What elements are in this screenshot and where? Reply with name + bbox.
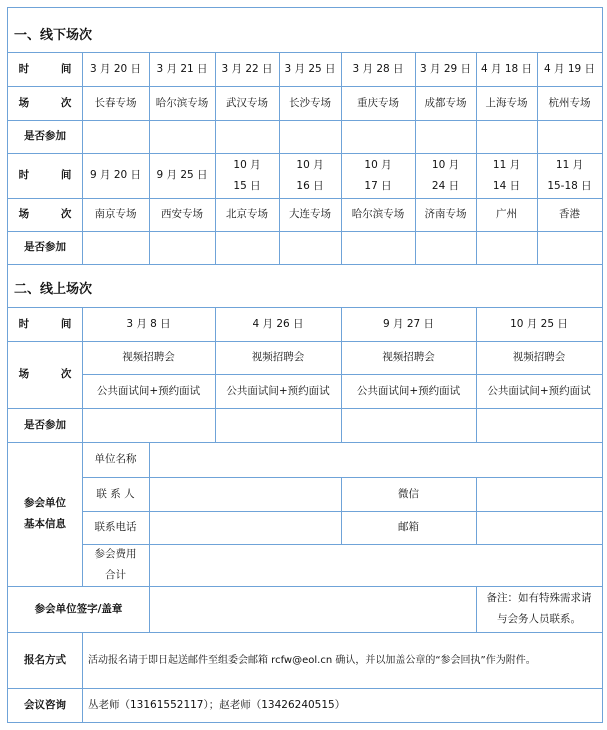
unit-name-label: 单位名称 [94, 453, 137, 465]
online-session-label: 场 次 [18, 368, 86, 380]
offline-venue-cell: 香港 [559, 208, 580, 220]
attend-cell[interactable] [215, 408, 341, 442]
offline-date-cell: 3 月 29 日 [419, 62, 472, 75]
offline-date-cell: 3 月 28 日 [352, 62, 404, 75]
wechat-field[interactable] [476, 477, 602, 511]
offline-time-label-1: 时 间 [18, 62, 86, 75]
offline-venue-cell: 成都专场 [424, 96, 467, 109]
attend-cell[interactable] [149, 120, 215, 153]
offline-venue-cell: 北京专场 [226, 208, 268, 220]
contact-field[interactable] [149, 477, 341, 511]
offline-date-cell: 9 月 20 日 [89, 169, 142, 181]
offline-venue-cell: 上海专场 [485, 96, 528, 109]
attend-cell[interactable] [537, 231, 602, 264]
phone-label: 联系电话 [94, 521, 137, 533]
attend-cell[interactable] [415, 231, 476, 264]
attend-cell[interactable] [476, 231, 537, 264]
attend-cell[interactable] [215, 231, 279, 264]
offline-venue-cell: 南京专场 [94, 208, 137, 220]
offline-date-cell: 3 月 21 日 [156, 62, 208, 75]
offline-date-cell: 10 月 17 日 [364, 158, 392, 192]
offline-venue-cell: 广州 [496, 208, 517, 220]
online-date-cell: 9 月 27 日 [382, 317, 435, 330]
offline-session-label-1: 场 次 [18, 96, 86, 109]
online-type-cell: 视频招聘会 [251, 351, 305, 363]
offline-venue-cell: 长沙专场 [289, 96, 331, 109]
offline-date-cell: 10 月 24 日 [431, 158, 460, 192]
online-mode-cell: 公共面试间+预约面试 [226, 384, 330, 397]
offline-date-cell: 10 月 16 日 [296, 158, 324, 192]
attend-cell[interactable] [279, 120, 341, 153]
offline-date-cell: 11 月 14 日 [492, 158, 521, 192]
attend-cell[interactable] [149, 231, 215, 264]
offline-date-cell: 4 月 19 日 [543, 62, 596, 75]
attend-cell[interactable] [82, 120, 149, 153]
offline-date-cell: 9 月 25 日 [156, 169, 208, 181]
attend-cell[interactable] [415, 120, 476, 153]
attend-cell[interactable] [341, 408, 476, 442]
grid-line-h [8, 264, 602, 265]
offline-venue-cell: 西安专场 [161, 208, 203, 220]
offline-date-cell: 10 月 15 日 [233, 158, 261, 192]
offline-session-label-2: 场 次 [18, 208, 86, 220]
consult-label: 会议咨询 [24, 699, 66, 711]
offline-date-cell: 3 月 25 日 [284, 62, 336, 75]
contact-label: 联 系 人 [96, 487, 135, 500]
offline-venue-cell: 大连专场 [289, 208, 331, 220]
offline-venue-cell: 济南专场 [424, 208, 467, 220]
section-title-offline: 一、线下场次 [14, 28, 93, 43]
register-text: 活动报名请于即日起送邮件至组委会邮箱 rcfw@eol.cn 确认，并以加盖公章的“参会回执”作为附件。 [88, 654, 536, 666]
offline-attend-label-1: 是否参加 [24, 130, 66, 142]
consult-text: 丛老师（13161552117）；赵老师（13426240515） [88, 699, 346, 711]
online-mode-cell: 公共面试间+预约面试 [356, 384, 461, 397]
wechat-label: 微信 [398, 487, 419, 500]
offline-date-cell: 3 月 22 日 [221, 62, 273, 75]
fee-field[interactable] [149, 544, 602, 586]
online-type-cell: 视频招聘会 [122, 351, 175, 363]
online-date-cell: 4 月 26 日 [252, 317, 304, 330]
fee-label: 参会费用 合计 [94, 548, 137, 581]
online-type-cell: 视频招聘会 [512, 351, 566, 363]
remark-note: 备注：如有特殊需求请 与会务人员联系。 [486, 592, 592, 625]
attend-cell[interactable] [537, 120, 602, 153]
offline-venue-cell: 长春专场 [94, 96, 137, 109]
attend-cell[interactable] [215, 120, 279, 153]
unit-name-field[interactable] [149, 442, 602, 477]
online-date-cell: 3 月 8 日 [126, 317, 171, 330]
signature-field[interactable] [149, 586, 476, 632]
offline-venue-cell: 哈尔滨专场 [351, 208, 405, 220]
email-field[interactable] [476, 511, 602, 544]
attend-cell[interactable] [476, 408, 602, 442]
online-attend-label: 是否参加 [24, 418, 66, 431]
offline-venue-cell: 哈尔滨专场 [155, 96, 209, 109]
offline-venue-cell: 武汉专场 [226, 96, 268, 109]
attend-cell[interactable] [476, 120, 537, 153]
offline-time-label-2: 时 间 [18, 169, 86, 181]
online-type-cell: 视频招聘会 [382, 351, 435, 363]
phone-field[interactable] [149, 511, 341, 544]
offline-date-cell: 11 月 15-18 日 [547, 158, 592, 192]
online-time-label: 时 间 [18, 317, 86, 330]
online-mode-cell: 公共面试间+预约面试 [487, 384, 591, 397]
attend-cell[interactable] [82, 231, 149, 264]
attend-cell[interactable] [341, 120, 415, 153]
online-date-cell: 10 月 25 日 [510, 317, 568, 330]
attend-cell[interactable] [341, 231, 415, 264]
offline-date-cell: 4 月 18 日 [480, 62, 533, 75]
attend-cell[interactable] [279, 231, 341, 264]
offline-attend-label-2: 是否参加 [24, 241, 66, 253]
online-mode-cell: 公共面试间+预约面试 [96, 384, 201, 397]
attend-cell[interactable] [82, 408, 215, 442]
signature-label: 参会单位签字/盖章 [34, 602, 123, 615]
offline-venue-cell: 杭州专场 [548, 96, 591, 109]
email-label: 邮箱 [398, 521, 419, 533]
offline-date-cell: 3 月 20 日 [89, 62, 142, 75]
section-title-online: 二、线上场次 [14, 282, 93, 297]
unit-info-label: 参会单位 基本信息 [24, 497, 66, 530]
register-label: 报名方式 [24, 653, 66, 666]
offline-venue-cell: 重庆专场 [357, 96, 399, 109]
